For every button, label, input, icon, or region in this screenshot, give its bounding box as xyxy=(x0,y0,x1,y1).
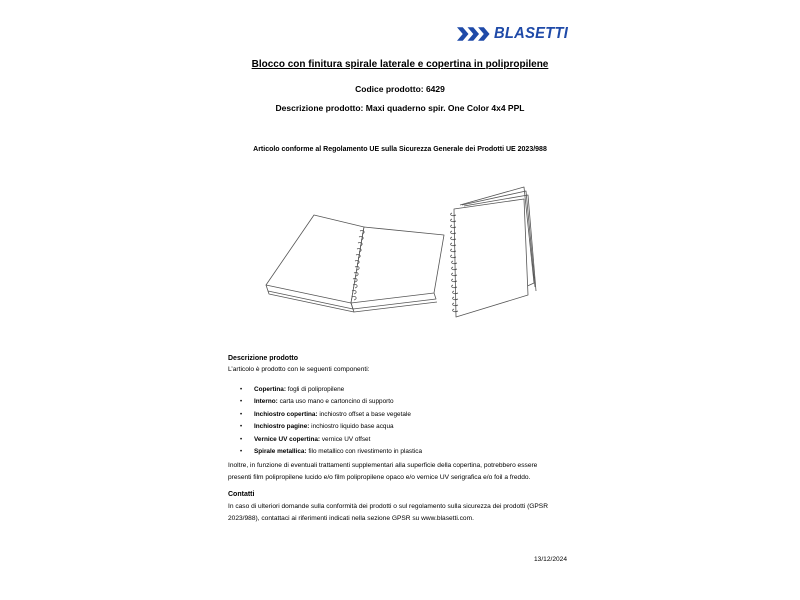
additional-treatments-line-1: Inoltre, in funzione di eventuali trattamenti supplementari alla superficie della copertina, potrebbero essere xyxy=(228,462,538,469)
product-description: Descrizione prodotto: Maxi quaderno spir. One Color 4x4 PPL xyxy=(275,103,525,113)
bullet-icon: • xyxy=(240,424,243,431)
list-item: • Inchiostro pagine: inchiostro liquido base acqua xyxy=(240,421,422,433)
components-list xyxy=(240,384,422,458)
open-spiral-notebook-icon xyxy=(266,215,444,312)
description-intro: L’articolo è prodotto con le seguenti componenti: xyxy=(228,366,370,373)
product-illustration xyxy=(256,183,556,328)
list-item: • Copertina: fogli di polipropilene xyxy=(240,384,422,396)
closed-spiral-notebook-icon xyxy=(451,187,536,317)
contacts-line-2: 2023/988), contattaci ai riferimenti indicati nella sezione GPSR su www.blasetti.com. xyxy=(228,515,474,522)
double-chevron-logo-icon xyxy=(457,25,493,43)
list-item: • Vernice UV copertina: vernice UV offset xyxy=(240,434,422,446)
document-title: Blocco con finitura spirale laterale e copertina in polipropilene xyxy=(251,59,549,70)
bullet-icon: • xyxy=(240,436,243,443)
document-date: 13/12/2024 xyxy=(534,556,568,563)
contacts-line-1: In caso di ulteriori domande sulla conformità dei prodotti o sul regolamento sulla sicurezza dei prodotti (GPSR xyxy=(228,503,548,510)
list-item: • Inchiostro copertina: inchiostro offset a base vegetale xyxy=(240,409,422,421)
brand-logo-text: BLASETTI xyxy=(494,25,569,42)
conformity-statement: Articolo conforme al Regolamento UE sulla Sicurezza Generale dei Prodotti UE 2023/988 xyxy=(253,146,547,153)
bullet-icon: • xyxy=(240,411,243,418)
bullet-icon: • xyxy=(240,448,243,455)
product-code: Codice prodotto: 6429 xyxy=(355,84,445,94)
list-item: • Interno: carta uso mano e cartoncino di supporto xyxy=(240,396,422,408)
bullet-icon: • xyxy=(240,387,243,393)
list-item: • Spirale metallica: filo metallico con rivestimento in plastica xyxy=(240,446,422,458)
bullet-icon: • xyxy=(240,399,243,406)
description-heading: Descrizione prodotto xyxy=(228,355,299,362)
brand-logo xyxy=(457,24,575,44)
contacts-heading: Contatti xyxy=(228,491,255,498)
additional-treatments-line-2: presenti film polipropilene lucido e/o film polipropilene opaco e/o vernice UV serigrafica e/o foil a freddo. xyxy=(228,474,531,481)
